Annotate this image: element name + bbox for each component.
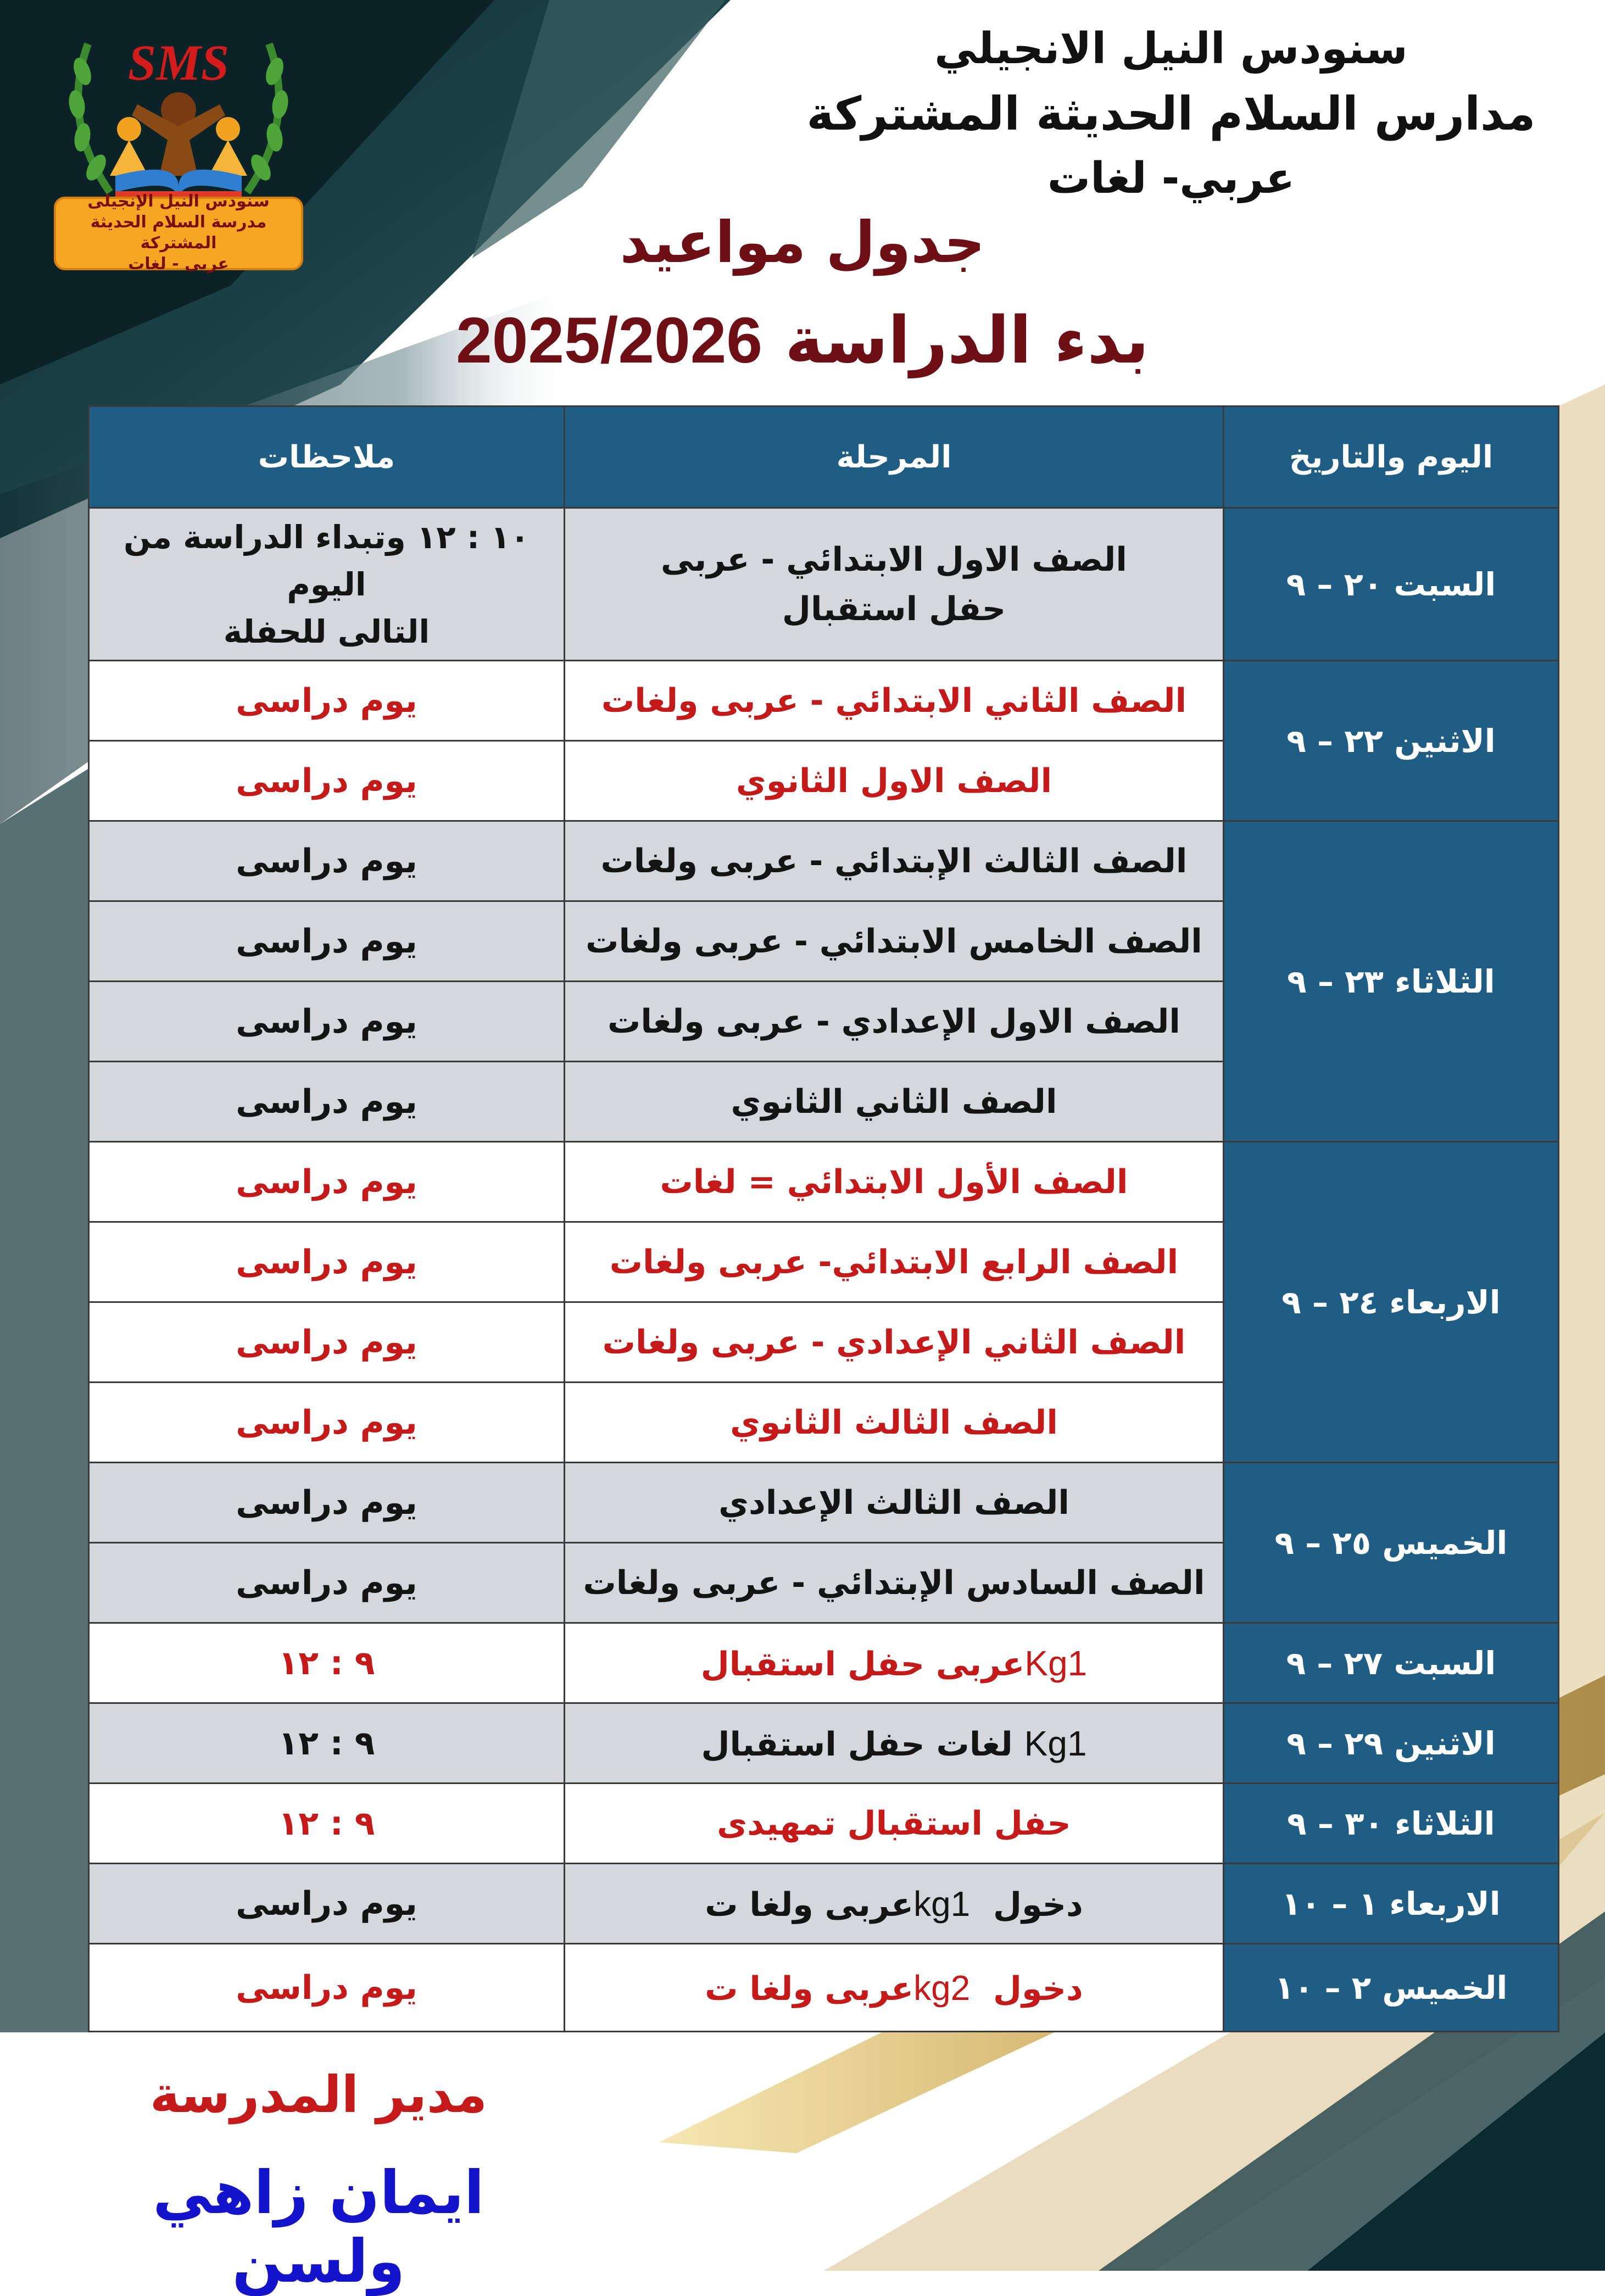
day-cell: الخميس ٢ – ١٠ bbox=[1224, 1944, 1559, 2032]
note-cell: ٩ : ١٢ bbox=[89, 1703, 565, 1784]
grade-cell: الصف الأول الابتدائي = لغات bbox=[565, 1142, 1224, 1222]
table-row bbox=[89, 1703, 1559, 1784]
note-cell: يوم دراسى bbox=[89, 1142, 565, 1222]
table-row bbox=[89, 1784, 1559, 1864]
note-cell: يوم دراسى bbox=[89, 982, 565, 1062]
grade-cell: الصف الاول الابتدائي - عربى حفل استقبال bbox=[565, 508, 1224, 661]
school-type: عربي- لغات bbox=[1047, 154, 1295, 203]
note-cell: يوم دراسى bbox=[89, 1543, 565, 1623]
grade-cell: الصف الخامس الابتدائي - عربى ولغات bbox=[565, 901, 1224, 982]
day-cell: السبت ٢٠ – ٩ bbox=[1224, 508, 1559, 661]
table-row bbox=[89, 1864, 1559, 1944]
day-cell: الثلاثاء ٢٣ – ٩ bbox=[1224, 821, 1559, 1142]
grade-cell: الصف الثالث الإبتدائي - عربى ولغات bbox=[565, 821, 1224, 901]
table-row bbox=[89, 661, 1559, 741]
school-name: مدارس السلام الحديثة المشتركة bbox=[806, 87, 1536, 141]
day-cell: السبت ٢٧ – ٩ bbox=[1224, 1623, 1559, 1703]
column-header-notes: ملاحظات bbox=[89, 406, 565, 508]
day-cell: الاربعاء ١ – ١٠ bbox=[1224, 1864, 1559, 1944]
note-cell: ٩ : ١٢ bbox=[89, 1623, 565, 1703]
note-cell: يوم دراسى bbox=[89, 1383, 565, 1463]
grade-cell: الصف الثالث الثانوي bbox=[565, 1383, 1224, 1463]
table-row bbox=[89, 508, 1559, 661]
table-row bbox=[89, 1142, 1559, 1222]
grade-cell: الصف الثاني الإعدادي - عربى ولغات bbox=[565, 1302, 1224, 1383]
day-cell: الخميس ٢٥ – ٩ bbox=[1224, 1463, 1559, 1623]
note-cell: يوم دراسى bbox=[89, 1222, 565, 1302]
note-cell: ١٠ : ١٢ وتبداء الدراسة من اليوم التالى للحفلة bbox=[89, 508, 565, 661]
table-header-row bbox=[89, 406, 1559, 508]
page-title: جدول مواعيد bbox=[620, 209, 985, 276]
grade-cell: الصف الاول الإعدادي - عربى ولغات bbox=[565, 982, 1224, 1062]
grade-cell: حفل استقبال تمهيدى bbox=[565, 1784, 1224, 1864]
grade-cell: الصف السادس الإبتدائي - عربى ولغات bbox=[565, 1543, 1224, 1623]
grade-cell: الصف الثالث الإعدادي bbox=[565, 1463, 1224, 1543]
grade-cell: Kg1 لغات حفل استقبال bbox=[565, 1703, 1224, 1784]
column-header-grade: المرحلة bbox=[565, 406, 1224, 508]
note-cell: يوم دراسى bbox=[89, 1062, 565, 1142]
logo-caption: سنودس النيل الإنجيلى مدرسة السلام الحديثة المشتركة عربى - لغات bbox=[87, 192, 270, 274]
day-cell: الاثنين ٢٢ – ٩ bbox=[1224, 661, 1559, 821]
note-cell: يوم دراسى bbox=[89, 1463, 565, 1543]
grade-cell: دخول kg2عربى ولغا ت bbox=[565, 1944, 1224, 2032]
note-cell: يوم دراسى bbox=[89, 901, 565, 982]
note-cell: يوم دراسى bbox=[89, 1864, 565, 1944]
column-header-day: اليوم والتاريخ bbox=[1224, 406, 1559, 508]
note-cell: ٩ : ١٢ bbox=[89, 1784, 565, 1864]
page-subtitle: بدء الدراسة 2025/2026 bbox=[456, 302, 1149, 378]
day-cell: الثلاثاء ٣٠ – ٩ bbox=[1224, 1784, 1559, 1864]
grade-cell: الصف الثاني الثانوي bbox=[565, 1062, 1224, 1142]
day-cell: الاربعاء ٢٤ – ٩ bbox=[1224, 1142, 1559, 1463]
table-row bbox=[89, 1623, 1559, 1703]
organization-name: سنودس النيل الانجيلي bbox=[934, 24, 1408, 74]
grade-cell: دخول kg1عربى ولغا ت bbox=[565, 1864, 1224, 1944]
note-cell: يوم دراسى bbox=[89, 1302, 565, 1383]
table-row bbox=[89, 821, 1559, 901]
school-header bbox=[759, 16, 1583, 211]
schedule-table bbox=[88, 405, 1559, 2032]
grade-cell: الصف الاول الثانوي bbox=[565, 741, 1224, 821]
table-row bbox=[89, 1944, 1559, 2032]
grade-cell: الصف الثاني الابتدائي - عربى ولغات bbox=[565, 661, 1224, 741]
principal-title: مدير المدرسة bbox=[149, 2065, 488, 2124]
academic-year: 2025/2026 bbox=[456, 304, 762, 377]
grade-cell: الصف الرابع الابتدائي- عربى ولغات bbox=[565, 1222, 1224, 1302]
principal-name: ايمان زاهي ولسن bbox=[153, 2159, 484, 2296]
note-cell: يوم دراسى bbox=[89, 661, 565, 741]
note-cell: يوم دراسى bbox=[89, 1944, 565, 2032]
note-cell: يوم دراسى bbox=[89, 821, 565, 901]
day-cell: الاثنين ٢٩ – ٩ bbox=[1224, 1703, 1559, 1784]
grade-cell: Kg1عربى حفل استقبال bbox=[565, 1623, 1224, 1703]
note-cell: يوم دراسى bbox=[89, 741, 565, 821]
table-row bbox=[89, 1463, 1559, 1543]
logo-mark: SMS bbox=[127, 35, 230, 91]
